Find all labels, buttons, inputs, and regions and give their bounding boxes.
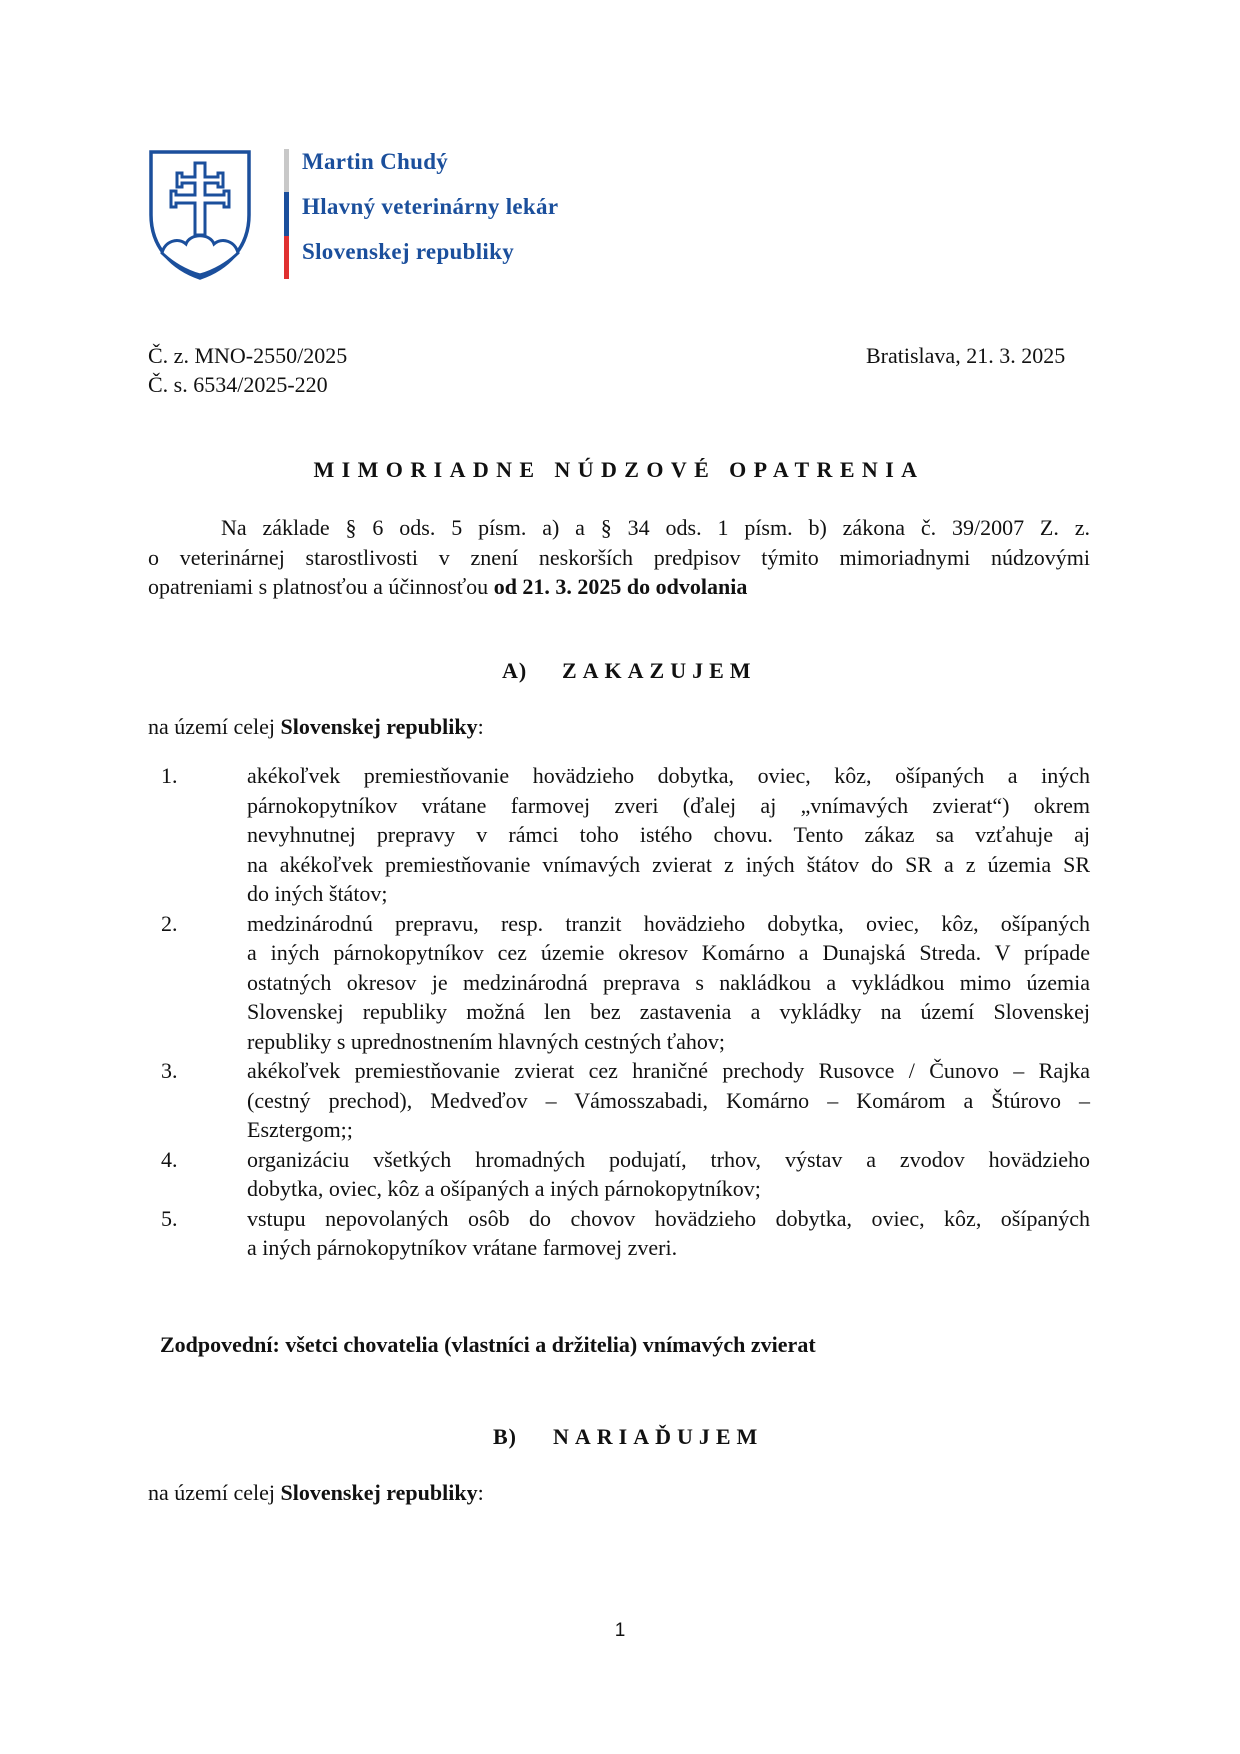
scope-colon: : bbox=[477, 714, 484, 739]
preamble bbox=[148, 513, 1090, 602]
list-item-line: organizáciu všetkých hromadných podujatí, trhov, výstav a zvodov hovädzieho bbox=[247, 1146, 1090, 1172]
tricolor-bar bbox=[284, 149, 289, 279]
official-position-line1: Hlavný veterinárny lekár bbox=[302, 194, 559, 219]
page-number: 1 bbox=[614, 1620, 626, 1641]
list-item-number: 3. bbox=[161, 1058, 178, 1083]
scope-colon: : bbox=[477, 1480, 484, 1505]
list-item bbox=[148, 1145, 1090, 1204]
section-b-scope bbox=[148, 1480, 484, 1506]
list-item-line: medzinárodnú prepravu, resp. tranzit hovädzieho dobytka, oviec, kôz, ošípaných bbox=[247, 910, 1090, 936]
list-item-number: 1. bbox=[161, 763, 178, 788]
section-a-scope bbox=[148, 714, 484, 740]
list-item-line: nevyhnutnej prepravy v rámci toho istého chovu. Tento zákaz sa vzťahuje aj bbox=[247, 822, 1090, 847]
list-item-line: Esztergom;; bbox=[247, 1117, 353, 1142]
list-item bbox=[148, 909, 1090, 1057]
list-item-line: Slovenskej republiky možná len bez zastavenia a vykládky na území Slovenskej bbox=[247, 999, 1090, 1024]
list-item-line: a iných párnokopytníkov cez územie okresov Komárno a Dunajská Streda. V prípade bbox=[247, 940, 1090, 965]
list-item bbox=[148, 1204, 1090, 1263]
list-item-number: 4. bbox=[161, 1146, 178, 1172]
official-name: Martin Chudý bbox=[302, 149, 449, 174]
section-b-heading: NARIAĎUJEM bbox=[553, 1424, 764, 1449]
tricolor-blue bbox=[284, 192, 289, 235]
list-item-line: vstupu nepovolaných osôb do chovov hovädzieho dobytka, oviec, kôz, ošípaných bbox=[247, 1205, 1090, 1231]
list-item-number: 5. bbox=[161, 1205, 178, 1231]
list-item-line: na akékoľvek premiestňovanie vnímavých zvierat z iných štátov do SR a z územia SR bbox=[247, 851, 1090, 877]
scope-country: Slovenskej republiky bbox=[280, 1480, 478, 1505]
list-item bbox=[148, 761, 1090, 909]
list-item-line: ostatných okresov je medzinárodná preprava s nakládkou a vykládkou mimo územia bbox=[247, 969, 1090, 995]
preamble-line3: opatreniami s platnosťou a účinnosťou bbox=[148, 574, 494, 599]
place-date: Bratislava, 21. 3. 2025 bbox=[866, 343, 1066, 368]
tricolor-red bbox=[284, 236, 289, 279]
list-item bbox=[148, 1056, 1090, 1145]
reference-cs: Č. s. 6534/2025-220 bbox=[148, 372, 328, 397]
list-item-line: párnokopytníkov vrátane farmovej zveri (ďalej aj „vnímavých zvierat“) okrem bbox=[247, 792, 1090, 818]
scope-text: na území celej bbox=[148, 1480, 281, 1505]
tricolor-gray bbox=[284, 149, 289, 192]
list-item-line: do iných štátov; bbox=[247, 881, 388, 906]
reference-numbers bbox=[148, 341, 347, 399]
document-title: MIMORIADNE NÚDZOVÉ OPATRENIA bbox=[313, 457, 925, 482]
header-names bbox=[302, 147, 558, 282]
list-item-line: (cestný prechod), Medveďov – Vámosszabadi, Komárno – Komárom a Štúrovo – bbox=[247, 1087, 1090, 1113]
preamble-line1: Na základe § 6 ods. 5 písm. a) a § 34 ods. 1 písm. b) zákona č. 39/2007 Z. z. bbox=[221, 515, 1090, 540]
section-b-letter: B) bbox=[493, 1424, 517, 1449]
responsible-parties: Zodpovední: všetci chovatelia (vlastníci a držitelia) vnímavých zvierat bbox=[160, 1332, 816, 1357]
scope-country: Slovenskej republiky bbox=[280, 714, 478, 739]
slovak-coat-of-arms-icon bbox=[148, 149, 252, 281]
list-item-line: akékoľvek premiestňovanie hovädzieho dobytka, oviec, kôz, ošípaných a iných bbox=[247, 763, 1090, 788]
section-a-letter: A) bbox=[502, 658, 528, 683]
scope-text: na území celej bbox=[148, 714, 281, 739]
section-a-heading: ZAKAZUJEM bbox=[562, 658, 757, 683]
reference-cz: Č. z. MNO-2550/2025 bbox=[148, 343, 348, 368]
preamble-line2: o veterinárnej starostlivosti v znení neskorších predpisov týmito mimoriadnymi núdzovými bbox=[148, 544, 1090, 570]
list-item-line: dobytka, oviec, kôz a ošípaných a iných párnokopytníkov; bbox=[247, 1176, 761, 1201]
prohibition-list bbox=[148, 761, 1090, 1263]
validity-period: od 21. 3. 2025 do odvolania bbox=[493, 574, 748, 599]
list-item-line: akékoľvek premiestňovanie zvierat cez hraničné prechody Rusovce / Čunovo – Rajka bbox=[247, 1058, 1090, 1083]
official-position-line2: Slovenskej republiky bbox=[302, 239, 514, 264]
list-item-line: a iných párnokopytníkov vrátane farmovej zveri. bbox=[247, 1235, 678, 1260]
list-item-line: republiky s uprednostnením hlavných cestných ťahov; bbox=[247, 1028, 726, 1054]
list-item-number: 2. bbox=[161, 910, 178, 936]
